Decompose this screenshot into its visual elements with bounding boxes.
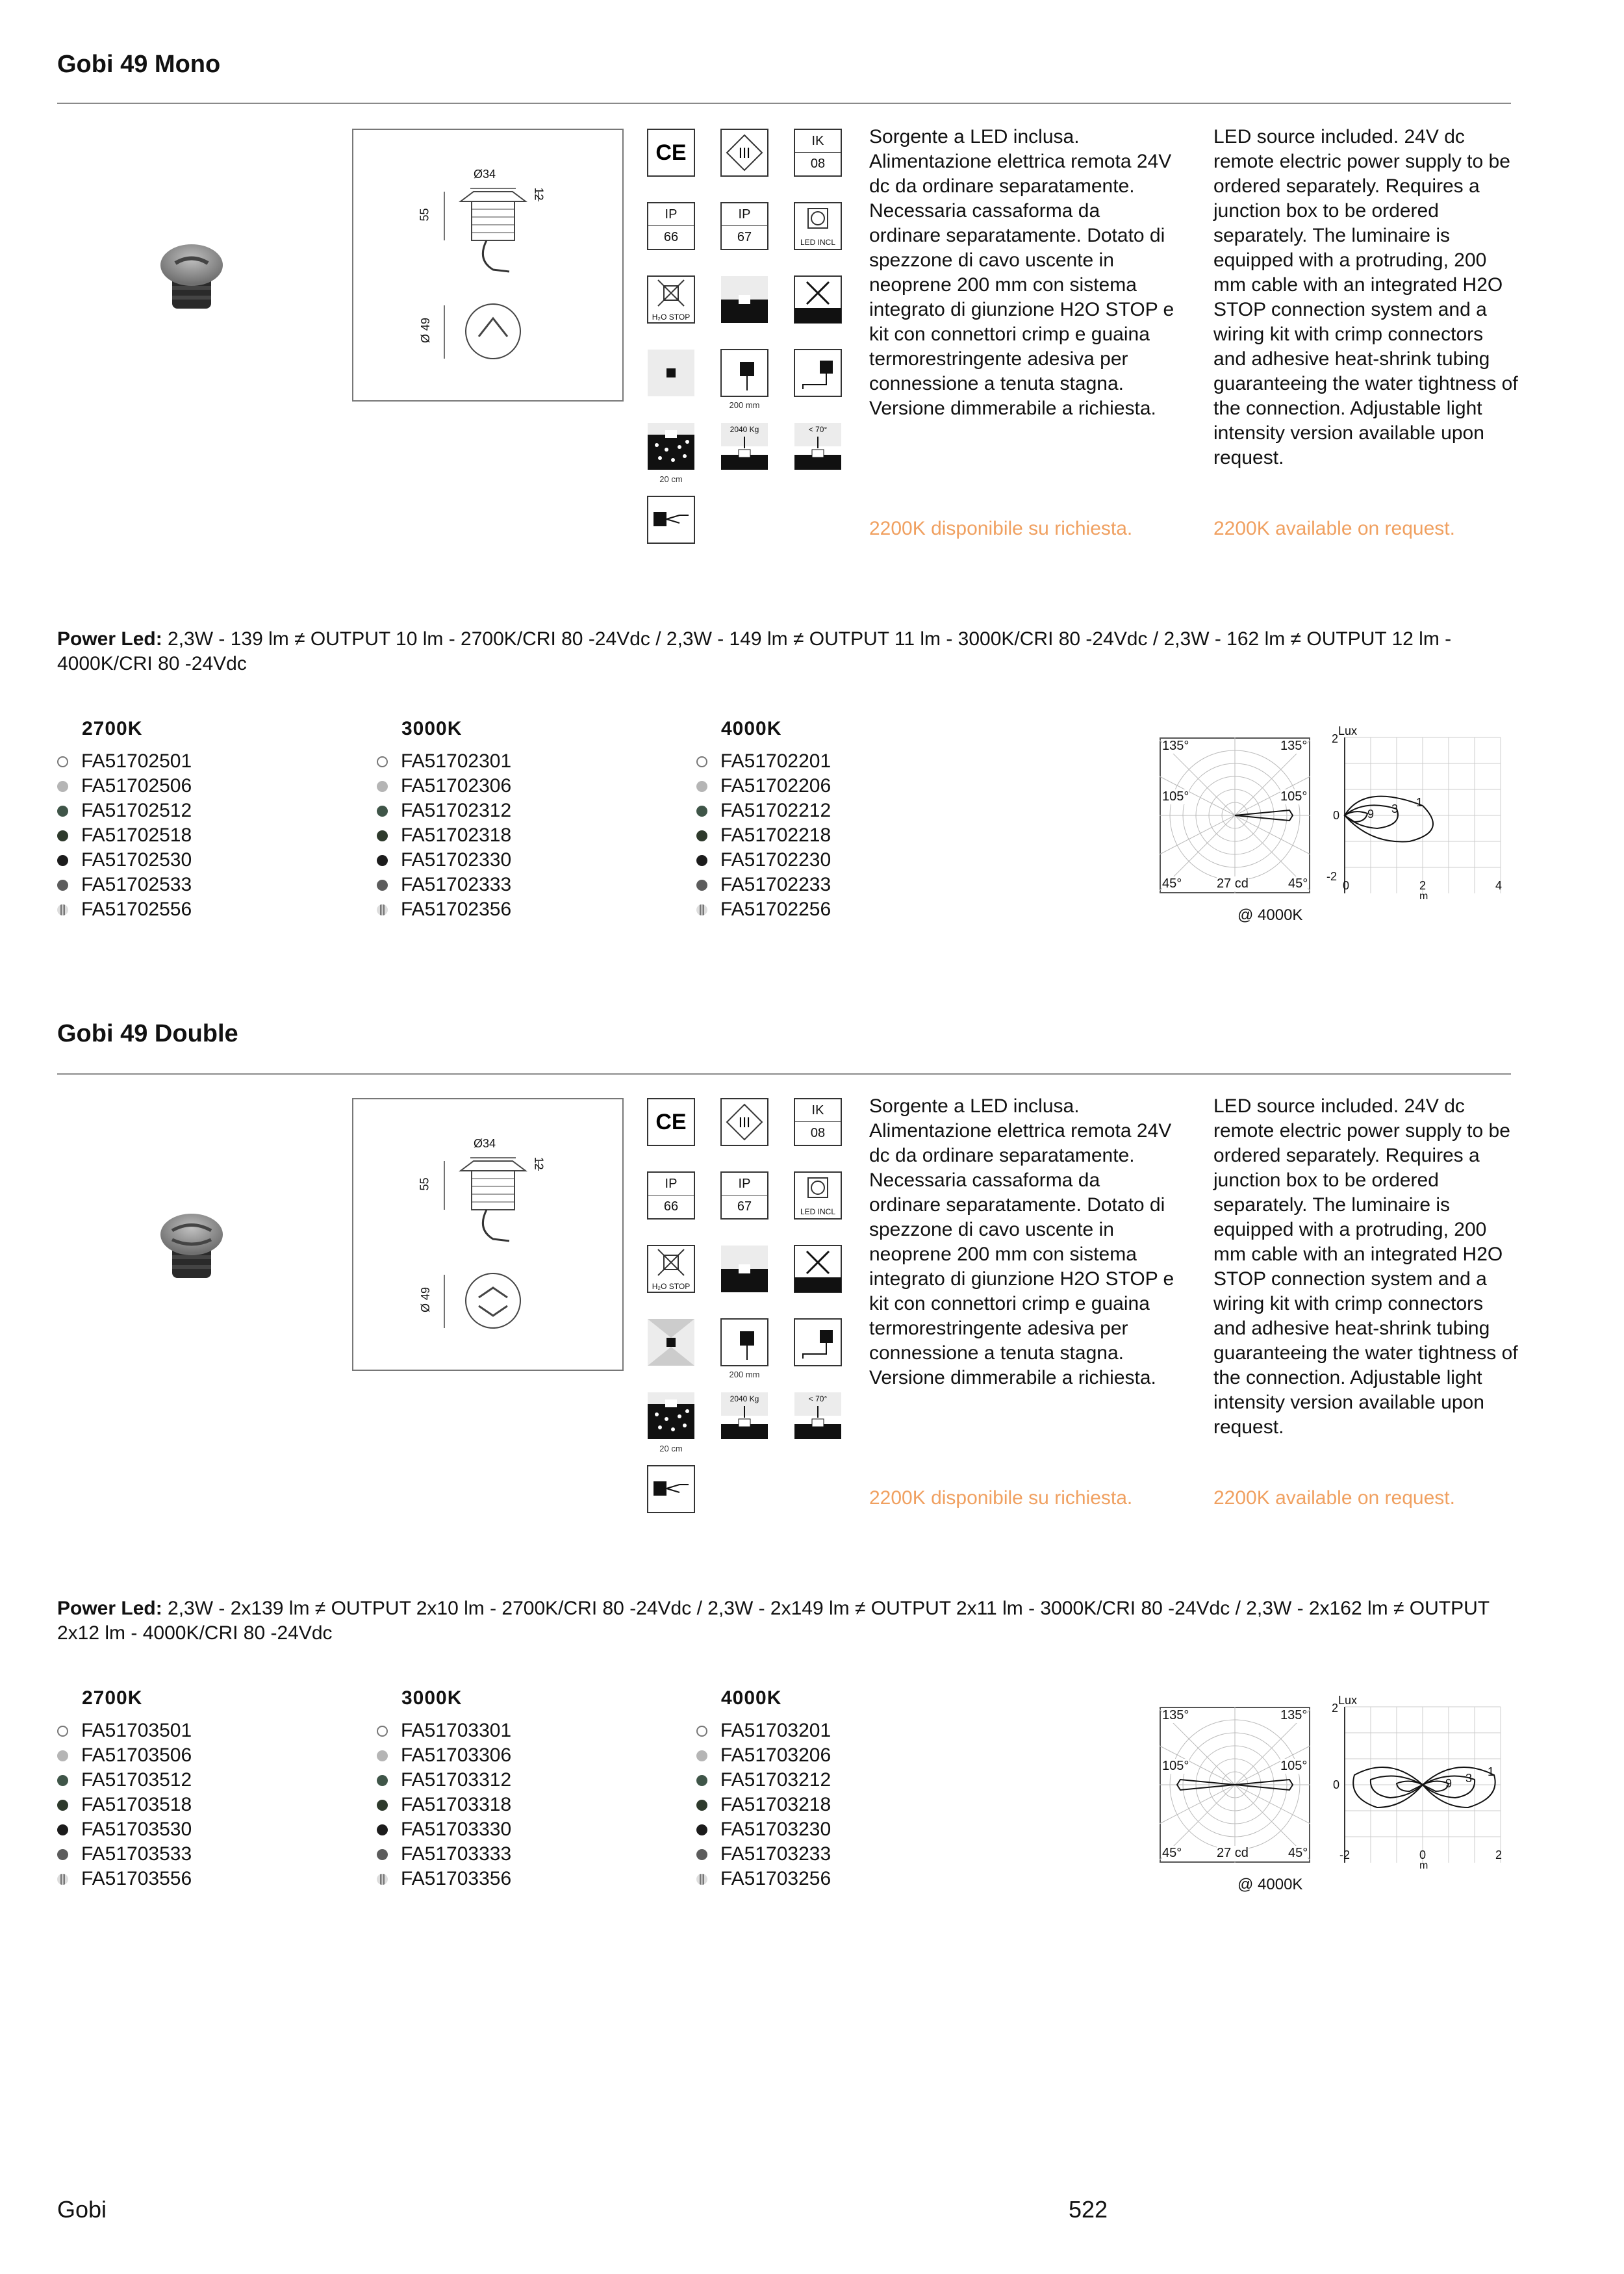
lux-x-label: 4 bbox=[1495, 879, 1503, 892]
footer-product-family: Gobi bbox=[57, 2196, 107, 2223]
product-code-row[interactable] bbox=[377, 1842, 511, 1867]
ik-value: 08 bbox=[810, 157, 826, 171]
recessed-install-icon bbox=[720, 275, 768, 324]
product-code: FA51703333 bbox=[401, 1843, 512, 1865]
product-code-row[interactable] bbox=[57, 1718, 192, 1743]
polar-grid bbox=[1160, 737, 1310, 893]
finish-swatch-grey bbox=[377, 1750, 388, 1761]
description-english: LED source included. 24V dc remote electric power supply to be ordered separately. Requires a junction box to be ordered separately. The luminaire is equipped with a protruding, 200 mm cable with an integrated H2O STOP connection system and a wiring kit with crimp connectors and adhesive heat-shrink tubing guaranteeing the water tightness of the connection. Adjustable light intensity version available upon request. bbox=[1213, 1095, 1518, 1438]
product-code-row[interactable] bbox=[57, 1743, 192, 1768]
codes-column-3000k bbox=[377, 1687, 511, 1891]
finish-swatch-grey bbox=[57, 1750, 68, 1761]
lux-contour-label: 9 bbox=[1445, 1777, 1453, 1790]
lux-y-label: 0 bbox=[1333, 809, 1340, 822]
product-code: FA51702356 bbox=[401, 899, 512, 920]
product-photo bbox=[156, 240, 227, 315]
finish-swatch-steel bbox=[696, 1874, 707, 1885]
product-code: FA51702201 bbox=[720, 750, 831, 772]
availability-note-english: 2200K available on request. bbox=[1213, 1487, 1455, 1509]
diameter-bottom-label: Ø 49 bbox=[419, 1286, 433, 1313]
product-code: FA51702218 bbox=[720, 824, 831, 846]
product-code-row[interactable] bbox=[696, 1743, 831, 1768]
beam-angle-icon bbox=[794, 422, 842, 470]
beam-angle-icon bbox=[794, 1392, 842, 1440]
finish-swatch-green bbox=[696, 1775, 707, 1786]
product-code: FA51703556 bbox=[81, 1868, 192, 1889]
class-iii-icon bbox=[720, 1098, 768, 1146]
ip-value: 67 bbox=[737, 1199, 752, 1214]
finish-swatch-anthracite bbox=[57, 1849, 68, 1860]
product-code-row[interactable] bbox=[696, 749, 831, 774]
h2o-stop-label: H₂O STOP bbox=[652, 1282, 691, 1291]
angle-label: 135° bbox=[1280, 1708, 1308, 1722]
finish-swatch-dark-green bbox=[696, 1800, 707, 1811]
finish-swatch-anthracite bbox=[57, 880, 68, 891]
product-code-row[interactable] bbox=[696, 1842, 831, 1867]
finish-swatch-grey bbox=[57, 781, 68, 792]
finish-swatch-anthracite bbox=[696, 880, 707, 891]
product-code-row[interactable] bbox=[377, 848, 511, 873]
drive-over-load-icon bbox=[720, 422, 768, 470]
polar-grid bbox=[1160, 1707, 1310, 1863]
product-code-row[interactable] bbox=[377, 798, 511, 823]
product-code-row[interactable] bbox=[57, 1867, 192, 1891]
product-code-row[interactable] bbox=[377, 1743, 511, 1768]
product-code: FA51702312 bbox=[401, 800, 512, 821]
diameter-top-label: Ø34 bbox=[474, 168, 496, 181]
finish-swatch-black bbox=[57, 855, 68, 866]
product-code: FA51702530 bbox=[81, 849, 192, 871]
ip-value: 67 bbox=[737, 230, 752, 244]
intensity-label: 27 cd bbox=[1217, 876, 1249, 891]
lux-grid bbox=[1325, 724, 1507, 919]
lux-x-label: 0 bbox=[1343, 879, 1350, 892]
height-label: 55 bbox=[418, 208, 431, 222]
wall-distance-icon bbox=[720, 1318, 768, 1366]
lux-diagram bbox=[1325, 1694, 1507, 1889]
product-code-row[interactable] bbox=[57, 798, 192, 823]
product-code: FA51703506 bbox=[81, 1744, 192, 1766]
product-code-row[interactable] bbox=[696, 1817, 831, 1842]
power-led-text: 2,3W - 139 lm ≠ OUTPUT 10 lm - 2700K/CRI 80 -24Vdc / 2,3W - 149 lm ≠ OUTPUT 11 lm - 3000K/CRI 80 -24Vdc / 2,3W - 162 lm ≠ OUTPUT 12 lm - 4000K/CRI 80 -24Vdc bbox=[57, 628, 1452, 674]
product-code-row[interactable] bbox=[57, 1793, 192, 1817]
product-code-row[interactable] bbox=[696, 897, 831, 922]
lux-contour-label: 1 bbox=[1416, 796, 1423, 809]
product-code: FA51703318 bbox=[401, 1794, 512, 1815]
product-code-row[interactable] bbox=[696, 774, 831, 798]
diameter-bottom-label: Ø 49 bbox=[419, 317, 433, 344]
power-led-specs bbox=[57, 627, 1519, 676]
product-code: FA51702233 bbox=[720, 874, 831, 895]
product-code-row[interactable] bbox=[377, 749, 511, 774]
finish-swatch-dark-green bbox=[57, 1800, 68, 1811]
column-header: 2700K bbox=[82, 1687, 143, 1709]
lux-y-label: 0 bbox=[1333, 1778, 1340, 1791]
section-divider bbox=[57, 1073, 1511, 1075]
ip66-box bbox=[647, 202, 695, 250]
ip-value: 66 bbox=[663, 1199, 679, 1214]
product-code-row[interactable] bbox=[57, 897, 192, 922]
product-code: FA51703306 bbox=[401, 1744, 512, 1766]
product-code: FA51703312 bbox=[401, 1769, 512, 1791]
availability-note-italian: 2200K disponibile su richiesta. bbox=[869, 518, 1133, 539]
product-code-row[interactable] bbox=[377, 823, 511, 848]
svg-text:CE: CE bbox=[655, 140, 687, 165]
technical-drawing bbox=[352, 129, 624, 402]
angle-label: 135° bbox=[1162, 1708, 1189, 1722]
product-code: FA51702518 bbox=[81, 824, 192, 846]
svg-text:III: III bbox=[738, 1114, 751, 1131]
wiring-icon bbox=[794, 1318, 842, 1366]
product-code-row[interactable] bbox=[377, 897, 511, 922]
depth-label: 20 cm bbox=[659, 1444, 683, 1453]
ip67-box bbox=[720, 202, 768, 250]
collar-height-label: 12 bbox=[532, 1156, 546, 1170]
certification-icons bbox=[647, 129, 855, 557]
angle-label: 105° bbox=[1162, 789, 1189, 804]
finish-swatch-green bbox=[377, 1775, 388, 1786]
product-code: FA51703230 bbox=[720, 1819, 831, 1840]
product-code-row[interactable] bbox=[696, 823, 831, 848]
product-code: FA51702318 bbox=[401, 824, 512, 846]
ip-label: IP bbox=[722, 203, 767, 226]
angle-label: 45° bbox=[1162, 876, 1182, 891]
power-led-specs bbox=[57, 1596, 1519, 1646]
no-cover-icon bbox=[794, 275, 842, 324]
product-code: FA51702533 bbox=[81, 874, 192, 895]
recessed-install-icon bbox=[720, 1245, 768, 1293]
lux-contour-label: 3 bbox=[1465, 1772, 1473, 1785]
finish-swatch-white bbox=[377, 1726, 388, 1737]
polar-temperature-label: @ 4000K bbox=[1237, 1876, 1303, 1893]
ik-label: IK bbox=[795, 130, 841, 153]
svg-text:CE: CE bbox=[655, 1110, 687, 1134]
section-title: Gobi 49 Double bbox=[57, 1020, 238, 1047]
product-code: FA51703533 bbox=[81, 1843, 192, 1865]
lux-x-unit: m bbox=[1419, 1860, 1428, 1871]
description-italian: Sorgente a LED inclusa. Alimentazione elettrica remota 24V dc da ordinare separatamente. Necessaria cassaforma da ordinare separatamente. Dotato di spezzone di cavo uscente in neoprene 200 mm con sistema integrato di giunzione H2O STOP e kit con connettori crimp e guaina termorestringente adesiva per connessione a tenuta stagna. Versione dimmerabile a richiesta. bbox=[869, 126, 1174, 419]
angle-label: 135° bbox=[1162, 739, 1189, 753]
collar-height-label: 12 bbox=[532, 187, 546, 201]
codes-column-3000k bbox=[377, 718, 511, 922]
ip66-box bbox=[647, 1171, 695, 1220]
ip-label: IP bbox=[648, 1173, 694, 1195]
angle-label: 45° bbox=[1162, 1846, 1182, 1860]
product-code-row[interactable] bbox=[57, 774, 192, 798]
ceiling-install-icon bbox=[647, 349, 695, 397]
product-code-row[interactable] bbox=[696, 1793, 831, 1817]
product-code-row[interactable] bbox=[57, 1768, 192, 1793]
angle-label: 45° bbox=[1288, 1846, 1308, 1860]
lux-unit-label: Lux bbox=[1338, 1694, 1358, 1707]
finish-swatch-anthracite bbox=[377, 880, 388, 891]
product-code: FA51702501 bbox=[81, 750, 192, 772]
angle-label: < 70° bbox=[808, 1394, 828, 1403]
led-included-label: LED INCL bbox=[800, 1207, 836, 1216]
lux-x-label: 0 bbox=[1419, 1848, 1427, 1861]
finish-swatch-steel bbox=[57, 904, 68, 915]
svg-text:III: III bbox=[738, 145, 751, 161]
product-code: FA51703330 bbox=[401, 1819, 512, 1840]
finish-swatch-black bbox=[696, 1824, 707, 1835]
product-code-row[interactable] bbox=[696, 1867, 831, 1891]
load-label: 2040 Kg bbox=[730, 1394, 759, 1403]
product-code: FA51703512 bbox=[81, 1769, 192, 1791]
product-code: FA51703212 bbox=[720, 1769, 831, 1791]
product-code-row[interactable] bbox=[57, 848, 192, 873]
ce-mark-icon bbox=[647, 1098, 695, 1146]
certification-icons bbox=[647, 1098, 855, 1527]
finish-swatch-green bbox=[57, 1775, 68, 1786]
led-included-label: LED INCL bbox=[800, 238, 836, 247]
h2o-stop-icon bbox=[647, 1245, 695, 1293]
finish-swatch-white bbox=[696, 756, 707, 767]
product-code-row[interactable] bbox=[57, 749, 192, 774]
technical-drawing bbox=[352, 1098, 624, 1371]
power-led-label: Power Led: bbox=[57, 628, 162, 650]
availability-note-english: 2200K available on request. bbox=[1213, 518, 1455, 539]
finish-swatch-white bbox=[57, 1726, 68, 1737]
product-code: FA51703301 bbox=[401, 1720, 512, 1741]
ik-value: 08 bbox=[810, 1126, 826, 1140]
led-included-icon bbox=[794, 202, 842, 250]
product-code-row[interactable] bbox=[57, 823, 192, 848]
intensity-label: 27 cd bbox=[1217, 1846, 1249, 1860]
product-code-row[interactable] bbox=[377, 1718, 511, 1743]
depth-label: 20 cm bbox=[659, 474, 683, 484]
product-code-row[interactable] bbox=[696, 873, 831, 897]
lux-contour-label: 3 bbox=[1391, 802, 1399, 815]
product-code: FA51702330 bbox=[401, 849, 512, 871]
lux-x-label: 2 bbox=[1495, 1848, 1503, 1861]
ip-label: IP bbox=[648, 203, 694, 226]
lux-x-unit: m bbox=[1419, 891, 1428, 902]
finish-swatch-white bbox=[57, 756, 68, 767]
product-code: FA51702512 bbox=[81, 800, 192, 821]
finish-swatch-green bbox=[57, 806, 68, 817]
section-divider bbox=[57, 103, 1511, 104]
finish-swatch-dark-green bbox=[57, 830, 68, 841]
cable-length-label: 200 mm bbox=[729, 1370, 760, 1379]
product-code-row[interactable] bbox=[377, 1768, 511, 1793]
finish-swatch-grey bbox=[696, 781, 707, 792]
lux-contour-label: 1 bbox=[1488, 1765, 1495, 1778]
ground-gravel-icon bbox=[647, 1392, 695, 1440]
finish-swatch-black bbox=[377, 1824, 388, 1835]
wiring-icon bbox=[794, 349, 842, 397]
finish-swatch-black bbox=[57, 1824, 68, 1835]
ik-rating-box bbox=[794, 1098, 842, 1146]
product-code-row[interactable] bbox=[696, 1768, 831, 1793]
h2o-stop-icon bbox=[647, 275, 695, 324]
description-italian: Sorgente a LED inclusa. Alimentazione elettrica remota 24V dc da ordinare separatamente. Necessaria cassaforma da ordinare separatamente. Dotato di spezzone di cavo uscente in neoprene 200 mm con sistema integrato di giunzione H2O STOP e kit con connettori crimp e guaina termorestringente adesiva per connessione a tenuta stagna. Versione dimmerabile a richiesta. bbox=[869, 1095, 1174, 1388]
angle-label: < 70° bbox=[808, 425, 828, 434]
product-code: FA51703233 bbox=[720, 1843, 831, 1865]
product-code: FA51702306 bbox=[401, 775, 512, 797]
cable-length-label: 200 mm bbox=[729, 400, 760, 410]
product-code-row[interactable] bbox=[377, 1867, 511, 1891]
product-code: FA51703206 bbox=[720, 1744, 831, 1766]
finish-swatch-white bbox=[696, 1726, 707, 1737]
h2o-stop-label: H₂O STOP bbox=[652, 313, 691, 322]
codes-column-2700k bbox=[57, 1687, 192, 1891]
no-cover-icon bbox=[794, 1245, 842, 1293]
product-code-row[interactable] bbox=[57, 873, 192, 897]
wall-distance-icon bbox=[720, 349, 768, 397]
product-code: FA51703218 bbox=[720, 1794, 831, 1815]
diameter-top-label: Ø34 bbox=[474, 1137, 496, 1150]
codes-column-4000k bbox=[696, 1687, 831, 1891]
ik-label: IK bbox=[795, 1099, 841, 1122]
ik-rating-box bbox=[794, 129, 842, 177]
lux-x-label: -2 bbox=[1339, 1848, 1351, 1861]
product-code-row[interactable] bbox=[696, 848, 831, 873]
class-iii-icon bbox=[720, 129, 768, 177]
finish-swatch-anthracite bbox=[377, 1849, 388, 1860]
product-code: FA51703501 bbox=[81, 1720, 192, 1741]
product-photo bbox=[156, 1210, 227, 1284]
finish-swatch-grey bbox=[696, 1750, 707, 1761]
product-code: FA51702256 bbox=[720, 899, 831, 920]
product-code: FA51702556 bbox=[81, 899, 192, 920]
polar-temperature-label: @ 4000K bbox=[1237, 906, 1303, 924]
load-label: 2040 Kg bbox=[730, 425, 759, 434]
product-code: FA51703356 bbox=[401, 1868, 512, 1889]
lux-y-label: -2 bbox=[1326, 870, 1338, 883]
product-code-row[interactable] bbox=[696, 1718, 831, 1743]
polar-photometric-diagram bbox=[1160, 1707, 1310, 1863]
product-code-row[interactable] bbox=[377, 1817, 511, 1842]
column-header: 3000K bbox=[401, 718, 463, 739]
led-included-icon bbox=[794, 1171, 842, 1220]
cable-exit-icon bbox=[647, 1465, 695, 1513]
ip-value: 66 bbox=[663, 230, 679, 244]
angle-label: 135° bbox=[1280, 739, 1308, 753]
ip-label: IP bbox=[722, 1173, 767, 1195]
product-code: FA51702212 bbox=[720, 800, 831, 821]
codes-column-2700k bbox=[57, 718, 192, 922]
ip67-box bbox=[720, 1171, 768, 1220]
product-code: FA51702333 bbox=[401, 874, 512, 895]
finish-swatch-steel bbox=[57, 1874, 68, 1885]
ground-gravel-icon bbox=[647, 422, 695, 470]
symmetric-beam-icon bbox=[647, 1318, 695, 1366]
lux-contour-label: 9 bbox=[1367, 808, 1375, 821]
height-label: 55 bbox=[418, 1177, 431, 1191]
column-header: 2700K bbox=[82, 718, 143, 739]
lux-x-label: 2 bbox=[1419, 879, 1427, 892]
product-code: FA51702206 bbox=[720, 775, 831, 797]
ce-mark-icon bbox=[647, 129, 695, 177]
lux-y-label: 2 bbox=[1332, 1702, 1339, 1715]
product-code-row[interactable] bbox=[57, 1817, 192, 1842]
finish-swatch-grey bbox=[377, 781, 388, 792]
product-code: FA51703201 bbox=[720, 1720, 831, 1741]
angle-label: 45° bbox=[1288, 876, 1308, 891]
column-header: 4000K bbox=[721, 718, 782, 739]
finish-swatch-steel bbox=[377, 904, 388, 915]
section-title: Gobi 49 Mono bbox=[57, 51, 221, 78]
product-code-row[interactable] bbox=[57, 1842, 192, 1867]
angle-label: 105° bbox=[1162, 1759, 1189, 1773]
lux-grid bbox=[1325, 1694, 1507, 1889]
product-code-row[interactable] bbox=[377, 1793, 511, 1817]
power-led-label: Power Led: bbox=[57, 1598, 162, 1619]
product-code: FA51702506 bbox=[81, 775, 192, 797]
power-led-text: 2,3W - 2x139 lm ≠ OUTPUT 2x10 lm - 2700K/CRI 80 -24Vdc / 2,3W - 2x149 lm ≠ OUTPUT 2x11 lm - 3000K/CRI 80 -24Vdc / 2,3W - 2x162 lm ≠ OUTPUT 2x12 lm - 4000K/CRI 80 -24Vdc bbox=[57, 1598, 1490, 1644]
finish-swatch-dark-green bbox=[377, 1800, 388, 1811]
finish-swatch-green bbox=[696, 806, 707, 817]
finish-swatch-dark-green bbox=[377, 830, 388, 841]
finish-swatch-steel bbox=[696, 904, 707, 915]
finish-swatch-black bbox=[377, 855, 388, 866]
codes-column-4000k bbox=[696, 718, 831, 922]
description-english: LED source included. 24V dc remote electric power supply to be ordered separately. Requires a junction box to be ordered separately. The luminaire is equipped with a protruding, 200 mm cable with an integrated H2O STOP connection system and a wiring kit with crimp connectors and adhesive heat-shrink tubing guaranteeing the water tightness of the connection. Adjustable light intensity version available upon request. bbox=[1213, 126, 1518, 468]
finish-swatch-white bbox=[377, 756, 388, 767]
column-header: 3000K bbox=[401, 1687, 463, 1709]
finish-swatch-steel bbox=[377, 1874, 388, 1885]
angle-label: 105° bbox=[1280, 1759, 1308, 1773]
cable-exit-icon bbox=[647, 496, 695, 544]
column-header: 4000K bbox=[721, 1687, 782, 1709]
finish-swatch-anthracite bbox=[696, 1849, 707, 1860]
product-code: FA51703530 bbox=[81, 1819, 192, 1840]
finish-swatch-dark-green bbox=[696, 830, 707, 841]
product-code-row[interactable] bbox=[377, 873, 511, 897]
lux-y-label: 2 bbox=[1332, 732, 1339, 745]
product-code: FA51702301 bbox=[401, 750, 512, 772]
lux-unit-label: Lux bbox=[1338, 724, 1358, 737]
finish-swatch-black bbox=[696, 855, 707, 866]
product-code: FA51703518 bbox=[81, 1794, 192, 1815]
angle-label: 105° bbox=[1280, 789, 1308, 804]
availability-note-italian: 2200K disponibile su richiesta. bbox=[869, 1487, 1133, 1509]
finish-swatch-green bbox=[377, 806, 388, 817]
lux-diagram bbox=[1325, 724, 1507, 919]
product-code-row[interactable] bbox=[696, 798, 831, 823]
product-code: FA51702230 bbox=[720, 849, 831, 871]
page-number: 522 bbox=[1069, 2196, 1108, 2223]
drive-over-load-icon bbox=[720, 1392, 768, 1440]
product-code: FA51703256 bbox=[720, 1868, 831, 1889]
polar-photometric-diagram bbox=[1160, 737, 1310, 893]
product-code-row[interactable] bbox=[377, 774, 511, 798]
